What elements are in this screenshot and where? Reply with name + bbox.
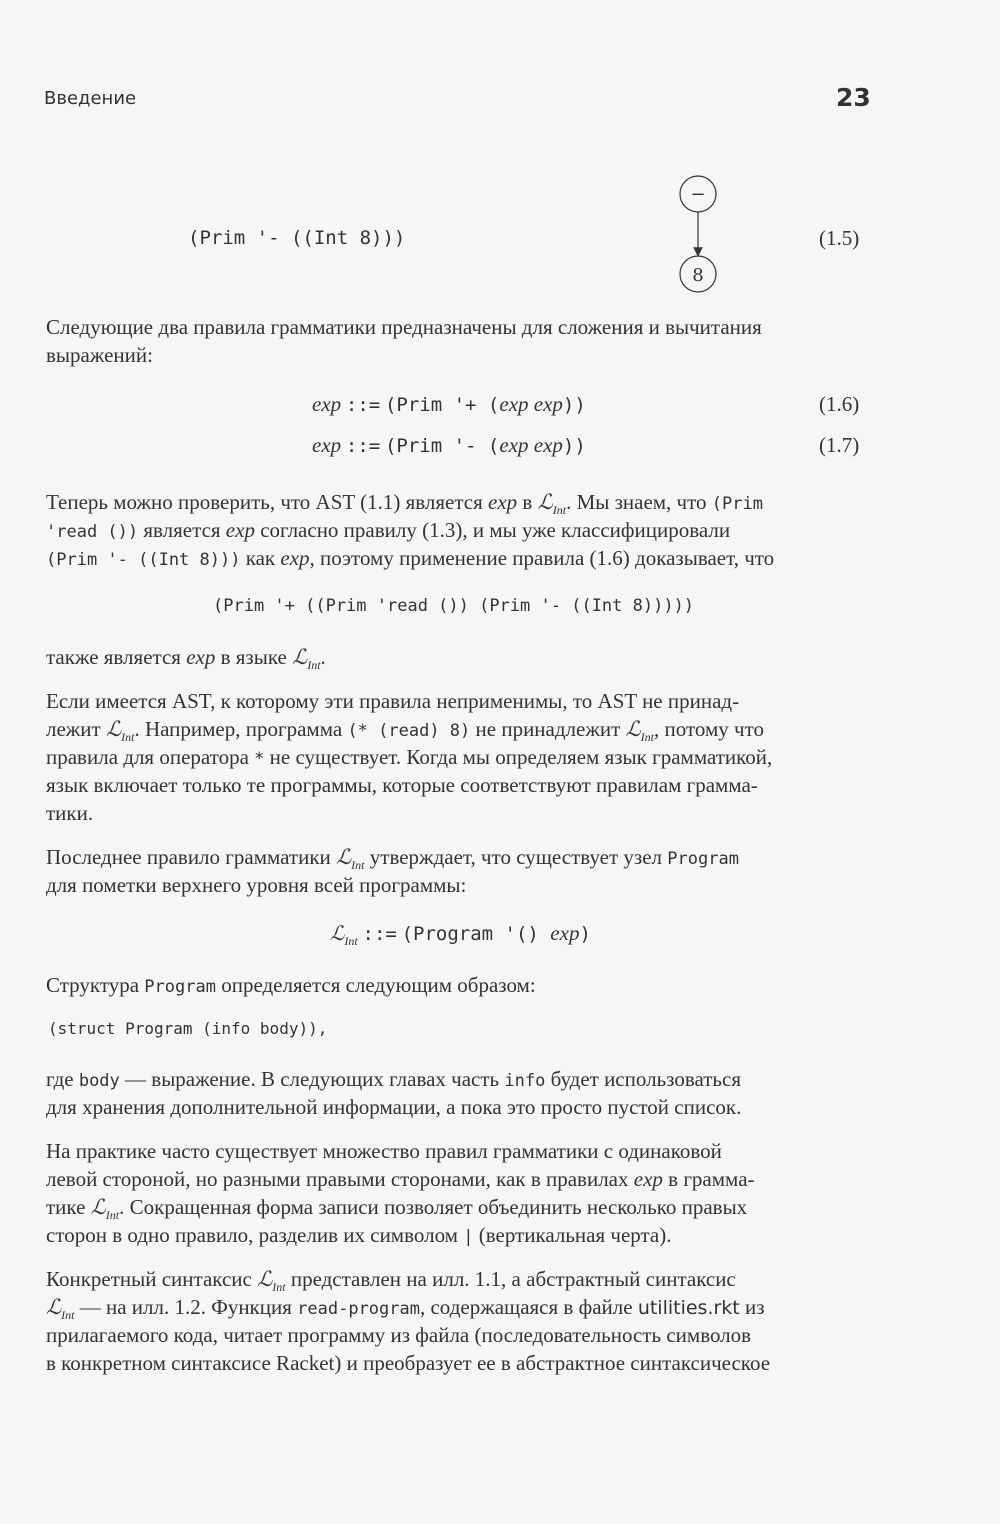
paragraph-9: Конкретный синтаксис ℒ$_{Int}$ представлен на илл. 1.1, а абстрактный синтаксис ℒ$_{Int}$ — на илл. 1.2. Функция read-program, содержащаяся в файле utilities.rkt из прилагаемого кода, читает программу из файла (последовательность символов в конкретном синтаксисе Racket) и преобразует ее в абстрактное синтаксическое	[46, 1267, 771, 1375]
p1-line2: выражений:	[46, 343, 153, 367]
paragraph-8: На практике часто существует множество правил грамматики с одинаковой левой стороной, но разными правыми сторонами, как в правилах exp в грамма- тике ℒ$_{Int}$. Сокращенная форма записи позволяет объединить несколько правых сторон в одно правило, разделив их символом | (вертикальная черта).	[46, 1139, 755, 1247]
tree-node-8-label: 8	[692, 265, 704, 286]
eq-1-7-number: (1.7)	[819, 433, 860, 457]
p2-line3: (Prim '- ((Int 8))) как exp, поэтому применение правила (1.6) доказывает, что	[46, 546, 775, 570]
eq-1-7: exp ::= (Prim '- (exp exp))	[312, 433, 586, 457]
code-example-2: (struct Program (info body)),	[48, 1019, 328, 1038]
tree-node-minus-label: −	[690, 184, 706, 205]
ast-tree-diagram	[672, 172, 724, 296]
paragraph-4: Если имеется AST, к которому эти правила неприменимы, то AST не принад- лежит ℒ$_{Int}$. Например, программа (* (read) 8) не принадлежит ℒ$_{Int}$, потому что правила для оператора * не существует. Когда мы определяем язык грамматикой, язык включает только те программы, которые соответствуют правилам грамма- тики.	[46, 689, 773, 825]
eq-1-5-code: (Prim '- ((Int 8)))	[188, 227, 406, 249]
p1-line1: Следующие два правила грамматики предназначены для сложения и вычитания	[46, 315, 762, 339]
code-example-1: (Prim '+ ((Prim 'read ()) (Prim '- ((Int 8)))))	[213, 596, 695, 616]
page-number: 23	[836, 83, 871, 112]
eq-1-6: exp ::= (Prim '+ (exp exp))	[312, 392, 586, 416]
paragraph-3: также является exp в языке ℒ$_{Int}$.	[46, 645, 326, 673]
paragraph-5: Последнее правило грамматики ℒ$_{Int}$ утверждает, что существует узел Program для пометки верхнего уровня всей программы:	[46, 845, 739, 897]
paragraph-7: где body — выражение. В следующих главах часть info будет использоваться для хранения дополнительной информации, а пока это просто пустой список.	[46, 1067, 742, 1119]
paragraph-6: Структура Program определяется следующим образом:	[46, 973, 536, 997]
eq-1-5-number: (1.5)	[819, 226, 860, 250]
eq-program: ℒ$_{Int}$ ::= (Program '() exp)	[330, 921, 591, 948]
paragraph-1	[46, 313, 884, 373]
eq-1-6-number: (1.6)	[819, 392, 860, 416]
p2-line1: Теперь можно проверить, что AST (1.1) является exp в ℒ$_{Int}$. Мы знаем, что (Prim	[46, 490, 763, 518]
paragraph-2	[46, 488, 884, 578]
p2-line2: 'read ()) является exp согласно правилу (1.3), и мы уже классифицировали	[46, 518, 731, 542]
running-header: Введение	[44, 88, 137, 109]
